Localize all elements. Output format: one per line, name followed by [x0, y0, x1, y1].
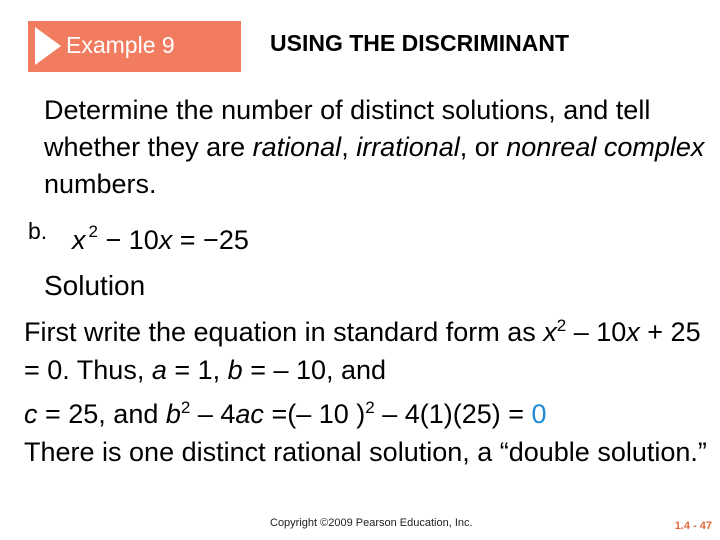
- solution-var: ac: [235, 399, 264, 429]
- prompt-text: numbers.: [44, 169, 157, 199]
- solution-heading: Solution: [44, 270, 146, 301]
- solution-conclusion: There is one distinct rational solution, a “double solution.”: [24, 437, 707, 467]
- solution-var: c: [24, 399, 38, 429]
- solution-text: =(– 10 ): [263, 399, 366, 429]
- problem-statement: [44, 92, 714, 203]
- equation-middle: − 10: [97, 225, 159, 255]
- prompt-text: Determine the number of distinct solutions, and tell whether they are: [44, 95, 651, 162]
- solution-exponent: 2: [180, 398, 191, 417]
- solution-var: a: [151, 355, 167, 385]
- part-label: b.: [28, 218, 48, 244]
- prompt-italic-nonreal: nonreal complex: [506, 132, 705, 162]
- solution-text: = 1,: [166, 355, 228, 385]
- solution-body: [24, 307, 714, 471]
- example-badge: [28, 21, 241, 72]
- solution-text: – 4(1)(25) =: [374, 399, 532, 429]
- solution-text: = – 10, and: [242, 355, 387, 385]
- page-number: 1.4 - 47: [674, 520, 712, 532]
- solution-exponent: 2: [365, 398, 375, 417]
- example-label: Example 9: [66, 32, 175, 58]
- prompt-italic-rational: rational: [252, 132, 342, 162]
- equation: [72, 222, 249, 256]
- solution-exponent: 2: [556, 316, 567, 335]
- prompt-text: ,: [341, 132, 357, 162]
- arrow-icon: [35, 27, 61, 65]
- solution-text: + 25 = 0. Thus,: [24, 317, 701, 385]
- solution-var: b: [227, 355, 243, 385]
- equation-rhs: = −25: [172, 225, 249, 255]
- solution-text: = 25, and: [37, 399, 166, 429]
- solution-var: x: [626, 317, 640, 347]
- solution-text: – 10: [566, 317, 627, 347]
- solution-var: b: [165, 399, 181, 429]
- equation-exponent: 2: [88, 222, 98, 241]
- solution-text: – 4: [190, 399, 236, 429]
- prompt-italic-irrational: irrational: [356, 132, 460, 162]
- prompt-text: , or: [459, 132, 507, 162]
- equation-var: x: [72, 225, 86, 255]
- copyright-notice: Copyright ©2009 Pearson Education, Inc.: [270, 517, 473, 529]
- solution-var: x: [543, 317, 557, 347]
- discriminant-result: 0: [531, 399, 547, 429]
- solution-text: First write the equation in standard form as: [24, 317, 544, 347]
- slide-title: USING THE DISCRIMINANT: [270, 30, 569, 56]
- equation-var: x: [158, 225, 173, 255]
